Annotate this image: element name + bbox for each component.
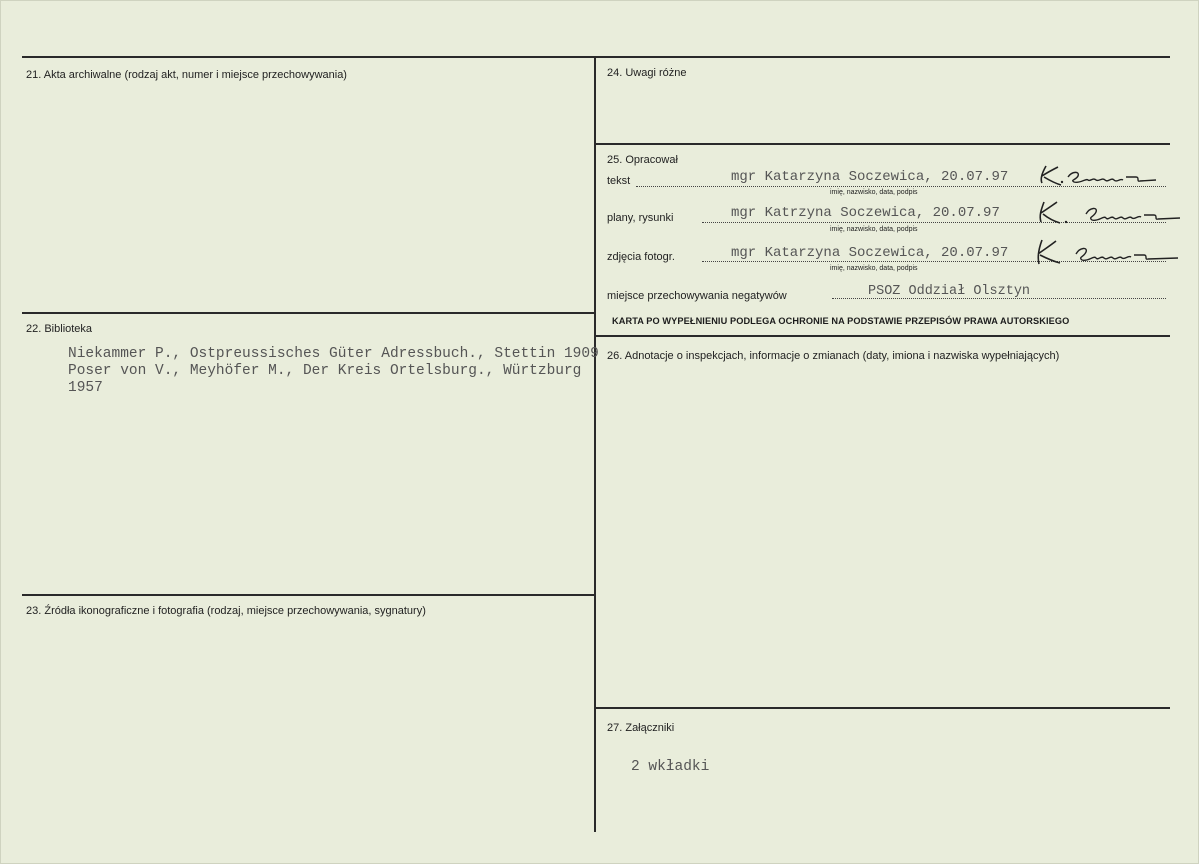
section-27-label: 27. Załączniki <box>607 722 675 734</box>
section-24-label: 24. Uwagi różne <box>607 67 687 79</box>
author-text-caption: imię, nazwisko, data, podpis <box>830 189 918 196</box>
signature-icon <box>1032 236 1182 268</box>
section-22-label: 22. Biblioteka <box>26 323 93 335</box>
rule-25-26 <box>596 335 1170 337</box>
section-23-label: 23. Źródła ikonograficzne i fotografia (rodzaj, miejsce przechowywania, sygnatury) <box>26 605 426 617</box>
bibliography-line-3: 1957 <box>68 380 103 396</box>
author-plans-label: plany, rysunki <box>607 212 674 224</box>
author-photos-caption: imię, nazwisko, data, podpis <box>830 265 918 272</box>
bibliography-line-2: Poser von V., Meyhöfer M., Der Kreis Ortelsburg., Würtzburg <box>68 363 582 379</box>
top-rule <box>22 56 1170 58</box>
author-text-label: tekst <box>607 175 631 187</box>
negatives-location-value: PSOZ Oddział Olsztyn <box>868 284 1031 299</box>
copyright-notice: KARTA PO WYPEŁNIENIU PODLEGA OCHRONIE NA PODSTAWIE PRZEPISÓW PRAWA AUTORSKIEGO <box>612 316 1070 326</box>
author-plans-value: mgr Katrzyna Soczewica, 20.07.97 <box>731 205 1000 221</box>
section-26-label: 26. Adnotacje o inspekcjach, informacje o zmianach (daty, imiona i nazwiska wypełniających) <box>607 350 1060 362</box>
center-divider <box>594 56 596 832</box>
author-photos-value: mgr Katarzyna Soczewica, 20.07.97 <box>731 245 1009 261</box>
signature-icon <box>1036 198 1184 228</box>
section-25-label: 25. Opracował <box>607 154 678 166</box>
signature-icon <box>1036 163 1170 189</box>
section-21-label: 21. Akta archiwalne (rodzaj akt, numer i miejsce przechowywania) <box>26 69 347 81</box>
rule-24-25 <box>596 143 1170 145</box>
bibliography-line-1: Niekammer P., Ostpreussisches Güter Adressbuch., Stettin 1909 <box>68 346 599 362</box>
rule-22-23 <box>22 594 595 596</box>
author-photos-label: zdjęcia fotogr. <box>607 251 675 263</box>
rule-26-27 <box>596 707 1170 709</box>
rule-21-22 <box>22 312 595 314</box>
author-plans-caption: imię, nazwisko, data, podpis <box>830 226 918 233</box>
author-text-value: mgr Katarzyna Soczewica, 20.07.97 <box>731 169 1009 185</box>
negatives-location-label: miejsce przechowywania negatywów <box>607 290 787 302</box>
attachments-value: 2 wkładki <box>631 759 710 775</box>
